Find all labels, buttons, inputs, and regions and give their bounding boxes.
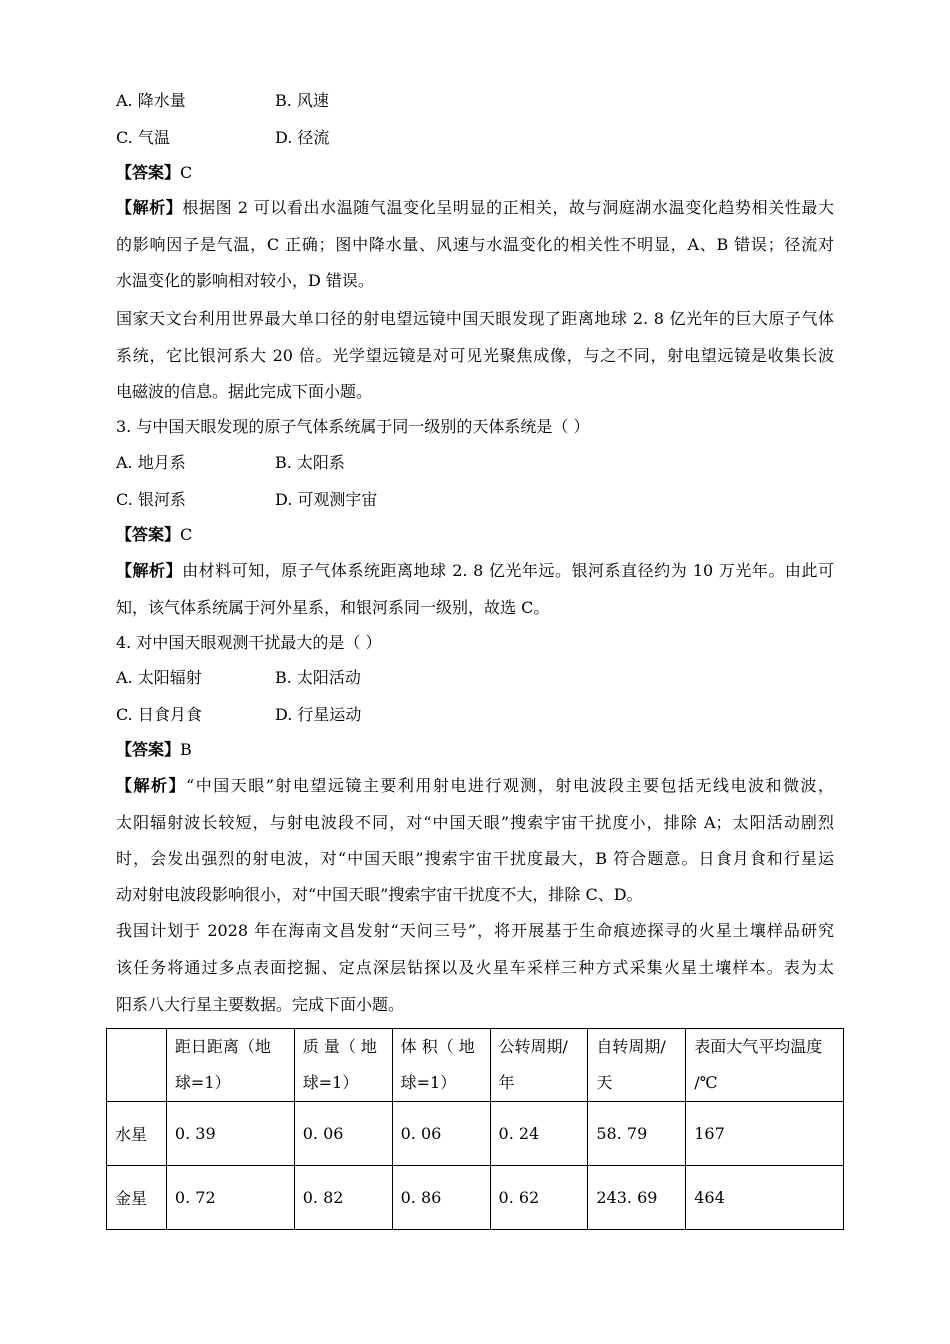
table-cell: 167: [686, 1102, 844, 1166]
table-row: [107, 1166, 844, 1230]
material-text: 该任务将通过多点表面挖掘、定点深层钻探以及火星车采样三种方式采集火星土壤样本。表为太: [116, 958, 834, 977]
table-cell: 0. 72: [166, 1166, 294, 1230]
table-cell: 243. 69: [588, 1166, 686, 1230]
analysis-text: 的影响因子是气温，C 正确；图中降水量、风速与水温变化的相关性不明显，A、B 错误；径流对: [116, 235, 834, 254]
option-c: C. 银河系: [116, 490, 186, 509]
table-header-cell: 距日距离（地 球=1）: [166, 1029, 294, 1102]
table-cell: 58. 79: [588, 1102, 686, 1166]
table-header-cell: 公转周期/ 年: [490, 1029, 588, 1102]
answer-label: 【答案】: [116, 740, 181, 759]
table-cell: 0. 06: [294, 1102, 392, 1166]
option-d: D. 行星运动: [275, 705, 362, 724]
answer-line: [116, 739, 192, 761]
analysis-text: 根据图 2 可以看出水温随气温变化呈明显的正相关，故与洞庭湖水温变化趋势相关性最大: [182, 198, 834, 217]
table-cell: 金星: [107, 1166, 167, 1230]
option-b: B. 太阳活动: [275, 668, 361, 687]
option-b: B. 风速: [275, 91, 329, 110]
option-c: C. 气温: [116, 128, 170, 147]
analysis-line: [116, 560, 834, 582]
analysis-text: 知，该气体系统属于河外星系，和银河系同一级别，故选 C。: [116, 598, 550, 617]
analysis-label: 【解析】: [116, 776, 187, 795]
table-cell: 464: [686, 1166, 844, 1230]
answer-value: C: [180, 525, 193, 544]
table-header-cell: 体 积（ 地 球=1）: [392, 1029, 490, 1102]
table-header-cell: 质 量（ 地 球=1）: [294, 1029, 392, 1102]
answer-label: 【答案】: [116, 525, 181, 544]
analysis-text: “中国天眼”射电望远镜主要利用射电进行观测，射电波段主要包括无线电波和微波，: [186, 776, 834, 795]
planet-data-table: [106, 1028, 844, 1230]
answer-label: 【答案】: [116, 163, 181, 182]
table-cell: 0. 39: [166, 1102, 294, 1166]
material-text: 电磁波的信息。据此完成下面小题。: [116, 382, 373, 401]
material-text: 我国计划于 2028 年在海南文昌发射“天问三号”，将开展基于生命痕迹探寻的火星土壤样品研究: [116, 921, 834, 940]
option-a: A. 降水量: [116, 91, 186, 110]
answer-line: [116, 524, 192, 546]
analysis-text: 动对射电波段影响很小，对“中国天眼”搜索宇宙干扰度不大，排除 C、D。: [116, 885, 643, 904]
option-d: D. 可观测宇宙: [275, 490, 378, 509]
material-text: 系统，它比银河系大 20 倍。光学望远镜是对可见光聚焦成像，与之不同，射电望远镜是收集长波: [116, 346, 834, 365]
table-header-cell: 表面大气平均温度 /℃: [686, 1029, 844, 1102]
table-cell: 水星: [107, 1102, 167, 1166]
analysis-label: 【解析】: [116, 561, 183, 580]
option-b: B. 太阳系: [275, 453, 345, 472]
answer-value: B: [180, 740, 192, 759]
table-header-row: [107, 1029, 844, 1102]
question-stem: 4. 对中国天眼观测干扰最大的是（ ）: [116, 633, 382, 652]
question-stem: 3. 与中国天眼发现的原子气体系统属于同一级别的天体系统是（ ）: [116, 417, 590, 436]
answer-value: C: [180, 163, 193, 182]
analysis-text: 由材料可知，原子气体系统距离地球 2. 8 亿光年远。银河系直径约为 10 万光年。由此可: [182, 561, 834, 580]
option-c: C. 日食月食: [116, 705, 202, 724]
table-header-cell: [107, 1029, 167, 1102]
analysis-line: [116, 775, 834, 797]
analysis-text: 太阳辐射波长较短，与射电波段不同，对“中国天眼”搜索宇宙干扰度小，排除 A；太阳活动剧烈: [116, 813, 834, 832]
analysis-text: 水温变化的影响相对较小，D 错误。: [116, 271, 374, 290]
material-text: 阳系八大行星主要数据。完成下面小题。: [116, 995, 405, 1014]
table-header-cell: 自转周期/ 天: [588, 1029, 686, 1102]
table-row: [107, 1102, 844, 1166]
table-cell: 0. 06: [392, 1102, 490, 1166]
table-cell: 0. 24: [490, 1102, 588, 1166]
table-cell: 0. 62: [490, 1166, 588, 1230]
analysis-text: 时，会发出强烈的射电波，对“中国天眼”搜索宇宙干扰度最大，B 符合题意。日食月食和行星运: [116, 849, 834, 868]
answer-line: [116, 162, 192, 184]
option-a: A. 地月系: [116, 453, 186, 472]
option-a: A. 太阳辐射: [116, 668, 202, 687]
material-text: 国家天文台利用世界最大单口径的射电望远镜中国天眼发现了距离地球 2. 8 亿光年的巨大原子气体: [116, 309, 834, 328]
table-cell: 0. 86: [392, 1166, 490, 1230]
analysis-label: 【解析】: [116, 198, 183, 217]
table-cell: 0. 82: [294, 1166, 392, 1230]
analysis-line: [116, 197, 834, 219]
option-d: D. 径流: [275, 128, 330, 147]
